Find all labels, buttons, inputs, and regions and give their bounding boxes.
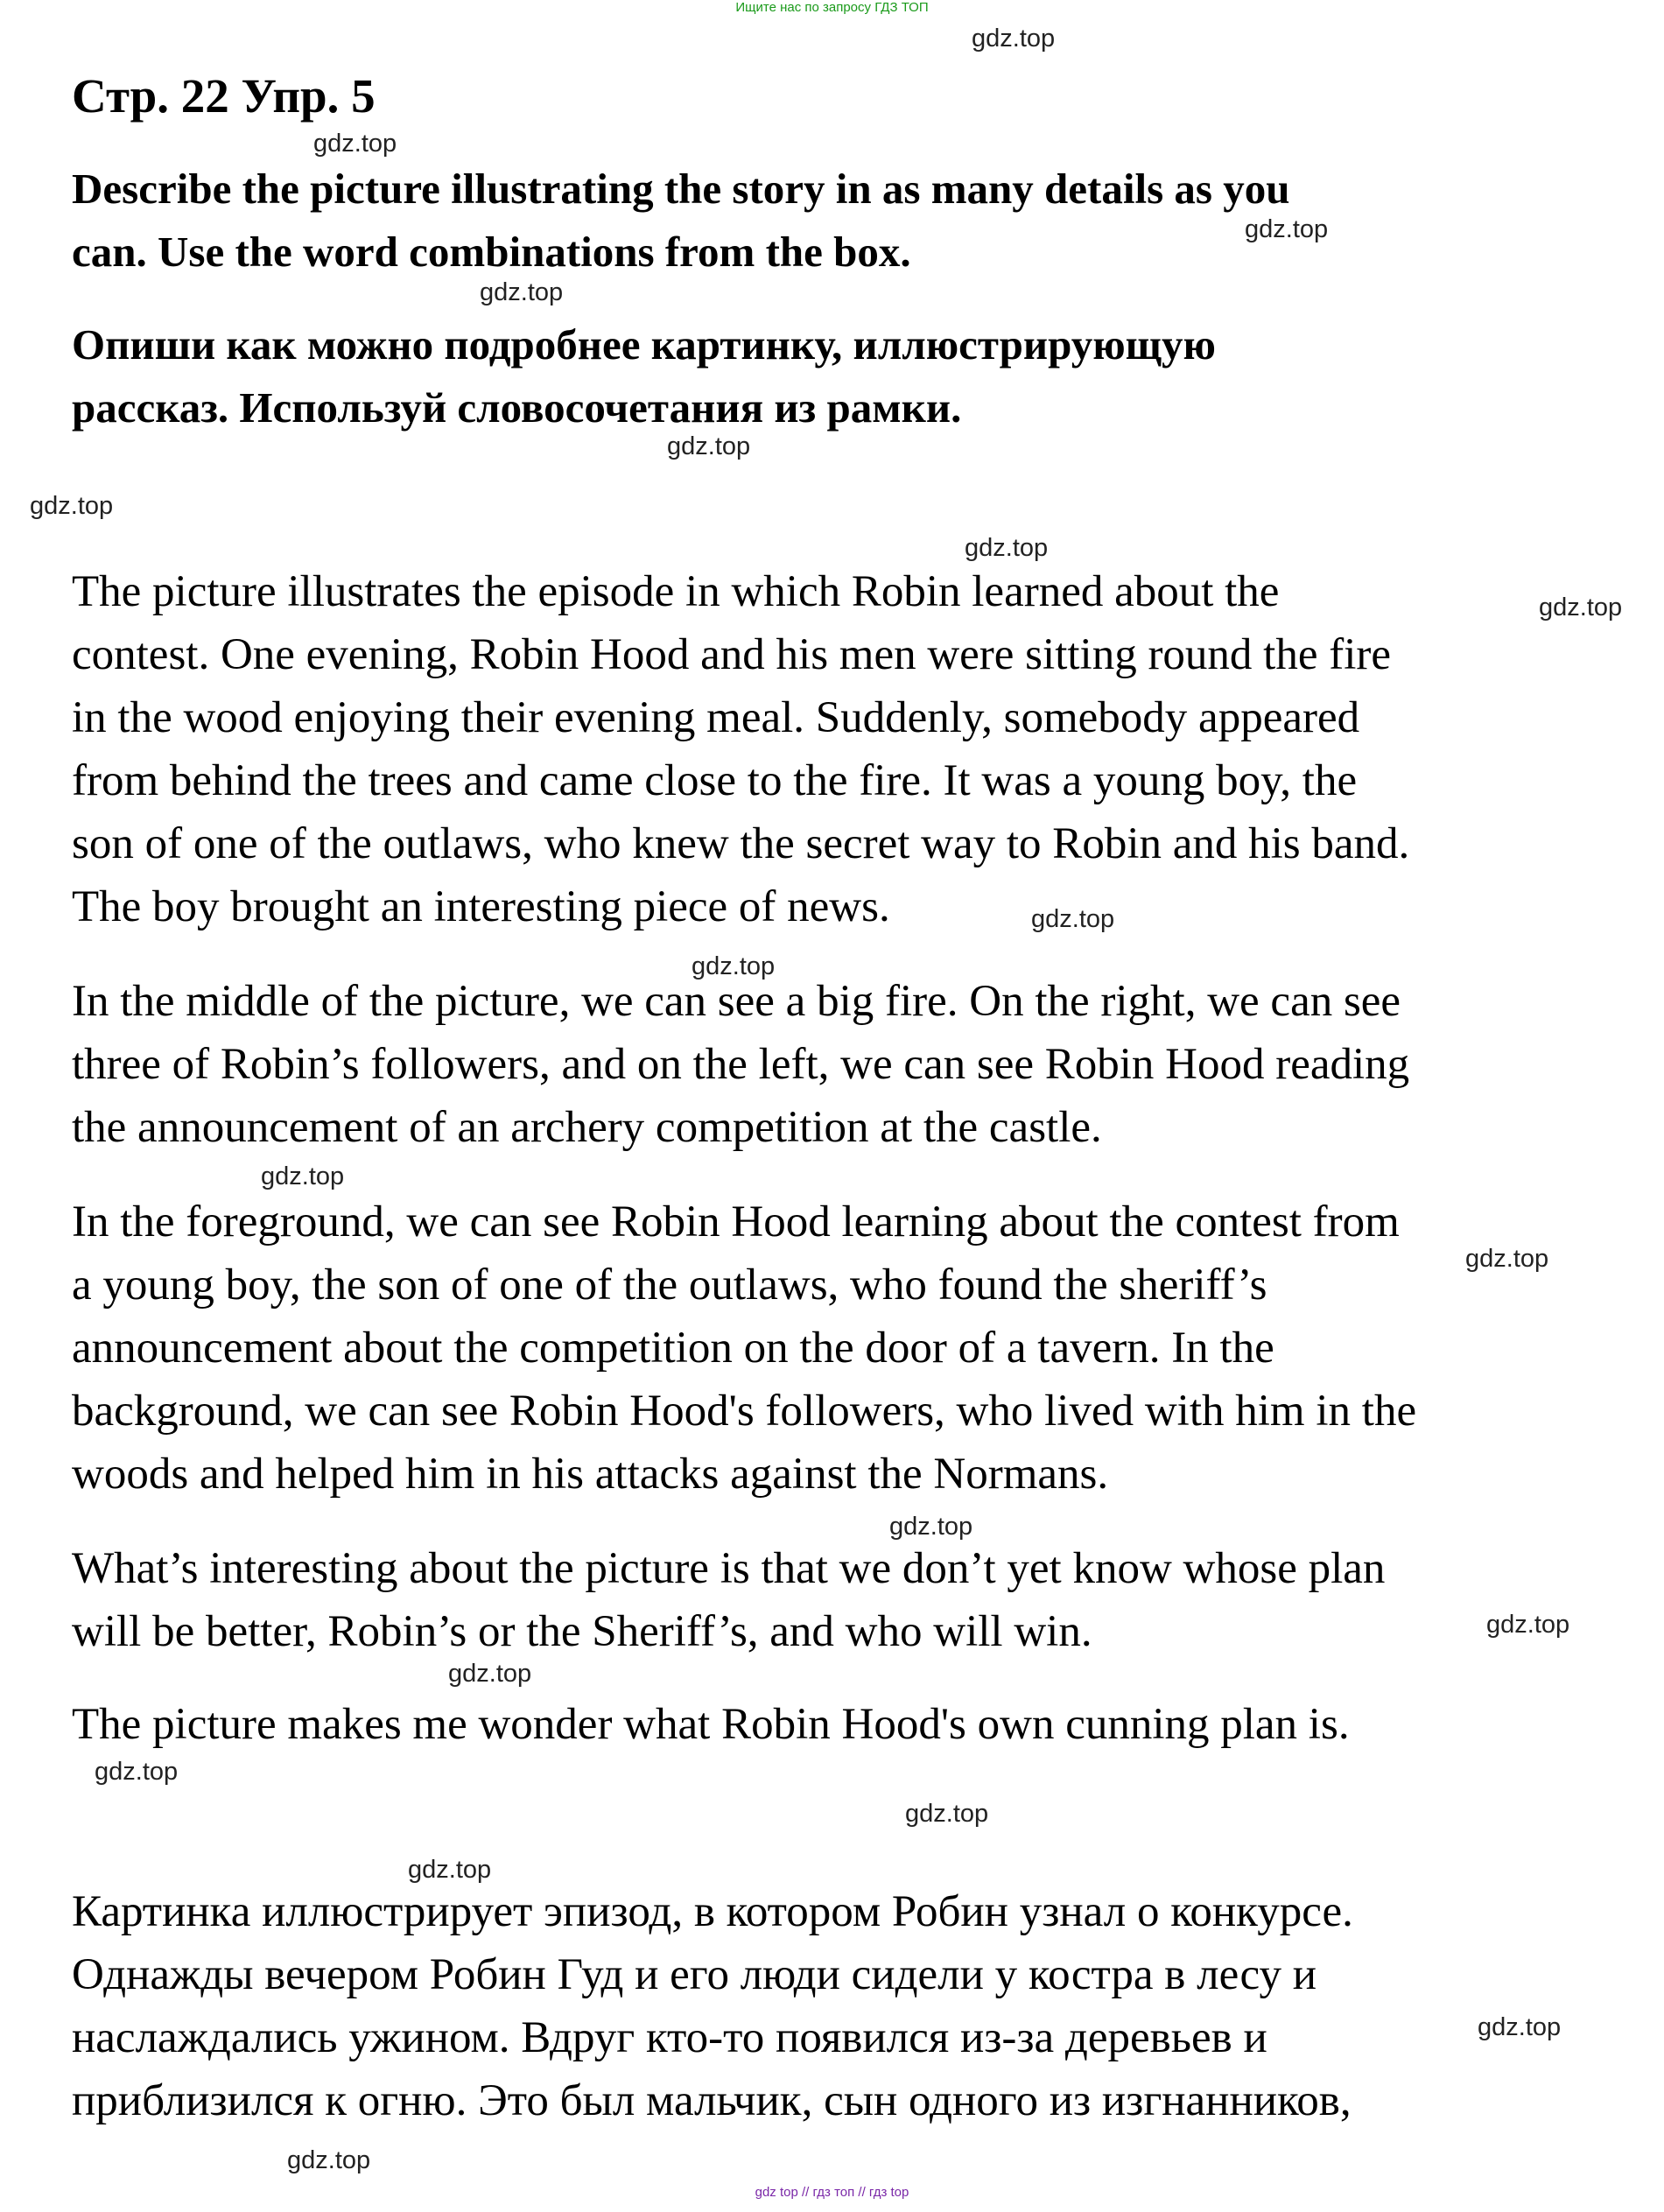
watermark: gdz.top [1031,905,1115,933]
p1-line-4: from behind the trees and came close to the fire. It was a young boy, the [72,756,1358,805]
task-ru-line-2: рассказ. Используй словосочетания из рамки. [72,383,962,432]
watermark: gdz.top [480,278,564,306]
p6-line-4: приблизился к огню. Это был мальчик, сын одного из изгнанников, [72,2076,1352,2125]
p3-line-2: a young boy, the son of one of the outlaws, who found the sheriff’s [72,1260,1267,1310]
task-en-line-1: Describe the picture illustrating the story in as many details as you [72,165,1290,213]
watermark: gdz.top [1539,593,1623,621]
watermark: gdz.top [667,432,751,460]
p1-line-2: contest. One evening, Robin Hood and his men were sitting round the fire [72,630,1392,679]
p3-line-5: woods and helped him in his attacks against the Normans. [72,1450,1109,1499]
p4-line-2: will be better, Robin’s or the Sheriff’s, and who will win. [72,1607,1092,1656]
watermark: gdz.top [1478,2013,1562,2041]
p2-line-3: the announcement of an archery competition at the castle. [72,1103,1102,1152]
p6-line-1: Картинка иллюстрирует эпизод, в котором Робин узнал о конкурсе. [72,1887,1353,1936]
watermark: gdz.top [408,1856,492,1884]
watermark: gdz.top [1245,215,1329,243]
task-en-line-2: can. Use the word combinations from the box. [72,228,911,276]
watermark: gdz.top [965,534,1049,562]
watermark: gdz.top [30,492,114,520]
page-title: Стр. 22 Упр. 5 [72,69,376,123]
p3-line-3: announcement about the competition on the door of a tavern. In the [72,1324,1274,1373]
p1-line-3: in the wood enjoying their evening meal. Suddenly, somebody appeared [72,693,1360,742]
watermark: gdz.top [1486,1611,1570,1639]
top-banner: Ищите нас по запросу ГДЗ ТОП [735,0,929,15]
p6-line-3: наслаждались ужином. Вдруг кто-то появился из-за деревьев и [72,2013,1267,2062]
p1-line-1: The picture illustrates the episode in which Robin learned about the [72,567,1280,616]
watermark: gdz.top [889,1513,973,1541]
p4-line-1: What’s interesting about the picture is that we don’t yet know whose plan [72,1544,1386,1593]
watermark: gdz.top [905,1800,989,1828]
watermark: gdz.top [261,1162,345,1190]
watermark: gdz.top [95,1758,179,1786]
p3-line-1: In the foreground, we can see Robin Hood learning about the contest from [72,1197,1400,1246]
watermark: gdz.top [692,952,776,980]
p2-line-2: three of Robin’s followers, and on the left, we can see Robin Hood reading [72,1040,1410,1089]
p2-line-1: In the middle of the picture, we can see a big fire. On the right, we can see [72,977,1401,1026]
p5-line-1: The picture makes me wonder what Robin Hood's own cunning plan is. [72,1700,1350,1749]
p1-line-6: The boy brought an interesting piece of news. [72,882,890,931]
task-ru-line-1: Опиши как можно подробнее картинку, иллюстрирующую [72,320,1216,369]
watermark: gdz.top [313,130,397,158]
watermark: gdz.top [972,25,1056,53]
bottom-banner: gdz top // гдз топ // гдз top [755,2185,909,2200]
p6-line-2: Однажды вечером Робин Гуд и его люди сидели у костра в лесу и [72,1950,1316,1999]
watermark: gdz.top [1465,1245,1549,1273]
p3-line-4: background, we can see Robin Hood's followers, who lived with him in the [72,1387,1417,1436]
watermark: gdz.top [448,1660,532,1688]
watermark: gdz.top [287,2146,371,2174]
p1-line-5: son of one of the outlaws, who knew the secret way to Robin and his band. [72,819,1410,868]
